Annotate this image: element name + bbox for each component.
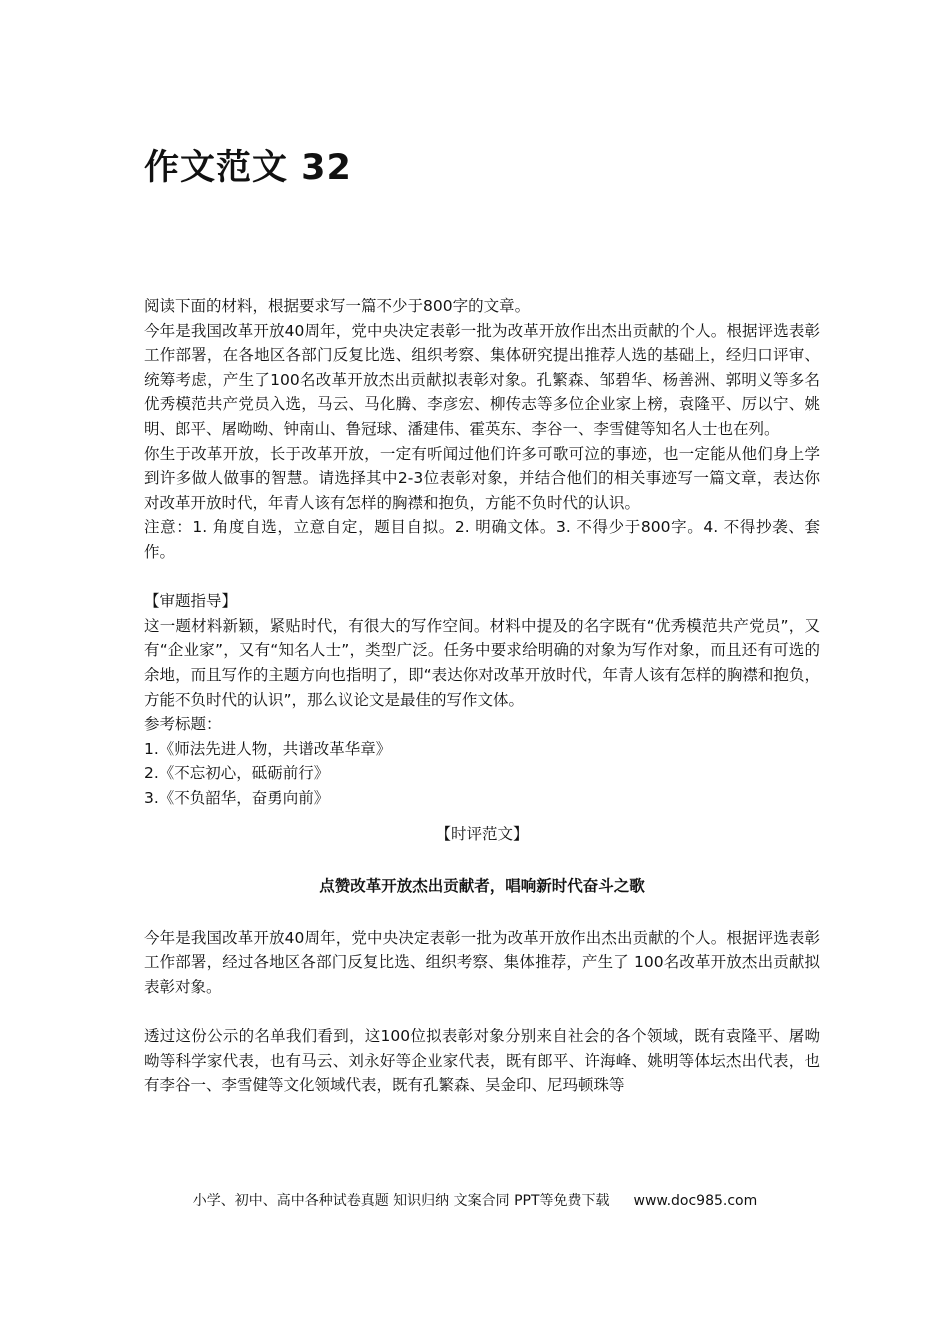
footer-text: 小学、初中、高中各种试卷真题 知识归纳 文案合同 PPT等免费下载 bbox=[192, 1193, 610, 1209]
essay-paragraph-2: 透过这份公示的名单我们看到，这100位拟表彰对象分别来自社会的各个领域，既有袁隆平、屠呦呦等科学家代表，也有马云、刘永好等企业家代表，既有郎平、许海峰、姚明等体坛杰出代表，也有李谷一、李雪健等文化领域代表，既有孔繁森、吴金印、尼玛顿珠等 bbox=[144, 1027, 820, 1095]
guide-heading: 【审题指导】 bbox=[144, 592, 238, 611]
reference-title-3: 3.《不负韶华，奋勇向前》 bbox=[144, 788, 330, 807]
document-title: 作文范文 32 bbox=[144, 148, 352, 188]
essay-paragraph-1: 今年是我国改革开放40周年，党中央决定表彰一批为改革开放作出杰出贡献的个人。根据评选表彰工作部署，经过各地区各部门反复比选、组织考察、集体推荐，产生了 100名改革开放杰出贡献拟表彰对象。 bbox=[144, 928, 820, 996]
spacer bbox=[144, 999, 820, 1024]
essay-heading: 【时评范文】 bbox=[435, 825, 529, 844]
spacer bbox=[144, 565, 820, 590]
prompt-material-2: 你生于改革开放，长于改革开放，一定有听闻过他们许多可歌可泣的事迹，也一定能从他们身上学到许多做人做事的智慧。请选择其中2-3位表彰对象，并结合他们的相关事迹写一篇文章，表达你对改革开放时代，年青人该有怎样的胸襟和抱负，方能不负时代的认识。 bbox=[144, 444, 820, 512]
reference-title-1: 1.《师法先进人物，共谱改革华章》 bbox=[144, 739, 392, 758]
footer-site-link[interactable]: www.doc985.com bbox=[633, 1193, 758, 1209]
prompt-notes: 注意：1. 角度自选，立意自定，题目自拟。2. 明确文体。3. 不得少于800字。4. 不得抄袭、套作。 bbox=[144, 518, 820, 561]
reference-title-2: 2.《不忘初心，砥砺前行》 bbox=[144, 764, 330, 783]
essay-title: 点赞改革开放杰出贡献者，唱响新时代奋斗之歌 bbox=[319, 877, 645, 896]
prompt-material-1: 今年是我国改革开放40周年，党中央决定表彰一批为改革开放作出杰出贡献的个人。根据评选表彰工作部署，在各地区各部门反复比选、组织考察、集体研究提出推荐人选的基础上，经归口评审、统筹考虑，产生了100名改革开放杰出贡献拟表彰对象。孔繁森、邹碧华、杨善洲、郭明义等多名优秀模范共产党员入选，马云、马化腾、李彦宏、柳传志等多位企业家上榜，袁隆平、厉以宁、姚明、郎平、屠呦呦、钟南山、鲁冠球、潘建伟、霍英东、李谷一、李雪健等知名人士也在列。 bbox=[144, 321, 820, 438]
page-footer bbox=[0, 1191, 950, 1211]
document-body bbox=[144, 294, 820, 1098]
prompt-intro: 阅读下面的材料，根据要求写一篇不少于800字的文章。 bbox=[144, 297, 531, 315]
guide-text: 这一题材料新颖，紧贴时代，有很大的写作空间。材料中提及的名字既有“优秀模范共产党员”，又有“企业家”，又有“知名人士”，类型广泛。任务中要求给明确的对象为写作对象，而且还有可选的余地，而且写作的主题方向也指明了，即“表达你对改革开放时代，年青人该有怎样的胸襟和抱负，方能不负时代的认识”，那么议论文是最佳的写作文体。 bbox=[144, 616, 820, 709]
reference-titles-label: 参考标题： bbox=[144, 715, 222, 734]
